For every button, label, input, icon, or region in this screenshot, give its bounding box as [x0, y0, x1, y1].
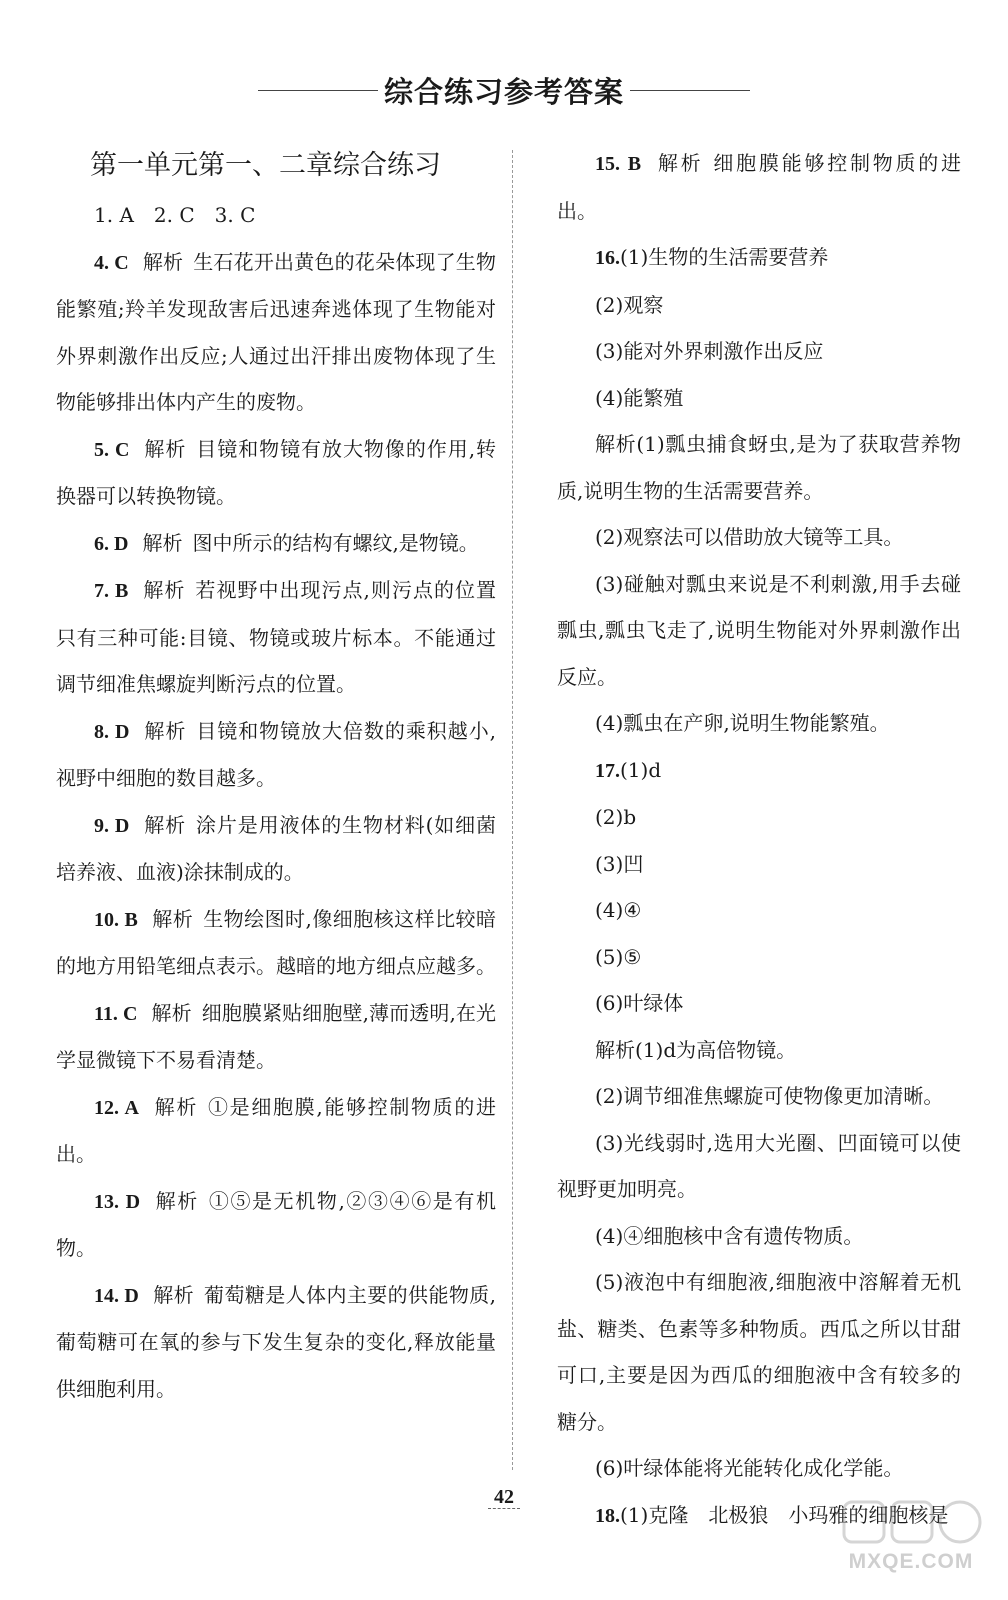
answer-item — [56, 1178, 496, 1272]
answer-item — [557, 1073, 961, 1120]
answer-text: 涂片是用液体的生物材料(如细菌培养液、血液)涂抹制成的。 — [56, 812, 496, 884]
page-number: 42 — [488, 1486, 520, 1509]
answer-text: ①⑤是无机物,②③④⑥是有机物。 — [56, 1188, 497, 1260]
watermark-logo-icon — [836, 1496, 986, 1552]
answer-text: (3)凹 — [595, 851, 644, 876]
answer-text: 生石花开出黄色的花朵体现了生物能繁殖;羚羊发现敌害后迅速奔逃体现了生物能对外界刺激作出反应;人通过出汗排出废物体现了生物能够排出体内产生的废物。 — [56, 249, 496, 414]
answer-text: (4)④ — [595, 898, 642, 922]
answer-item — [557, 375, 961, 422]
answer-text: (2)调节细准焦螺旋可使物像更加清晰。 — [595, 1084, 944, 1108]
analysis-tag: 解析 — [152, 1282, 195, 1307]
answer-item — [557, 887, 961, 934]
answer-item — [557, 841, 961, 888]
answer-text: (1)瓢虫捕食蚜虫,是为了获取营养物质,说明生物的生活需要营养。 — [557, 432, 962, 503]
answer-item — [557, 980, 961, 1027]
answer-text: (6)叶绿体 — [595, 991, 684, 1015]
answer-item — [557, 234, 961, 282]
answer-text: (4)④细胞核中含有遗传物质。 — [595, 1223, 864, 1248]
answer-text: (3)碰触对瓢虫来说是不利刺激,用手去碰瓢虫,瓢虫飞走了,说明生物能对外界刺激作出反应。 — [557, 571, 961, 689]
analysis-tag: 解析 — [595, 432, 637, 456]
answer-item — [56, 802, 496, 896]
answer-item — [557, 421, 961, 514]
right-column — [557, 140, 961, 1539]
header-rule-left — [258, 90, 378, 91]
answer-text: (1)生物的生活需要营养 — [620, 245, 829, 269]
answer-item — [56, 1084, 496, 1178]
right-answer-list — [557, 140, 961, 1539]
answer-number: 6. D — [94, 532, 129, 555]
answer-text: 细胞膜紧贴细胞壁,薄而透明,在光学显微镜下不易看清楚。 — [56, 1000, 497, 1072]
answer-item — [557, 794, 961, 841]
answer-item — [56, 239, 496, 426]
analysis-tag: 解析 — [151, 1000, 192, 1025]
header-rule-right — [630, 90, 750, 91]
analysis-tag: 解析 — [151, 906, 194, 931]
answer-item — [56, 567, 496, 708]
analysis-tag: 解析 — [142, 249, 184, 274]
answer-number: 11. C — [94, 1002, 138, 1025]
watermark-text: MXQE.COM — [848, 1550, 974, 1573]
answer-item — [56, 192, 496, 239]
answer-item — [557, 1445, 961, 1492]
answer-text: 若视野中出现污点,则污点的位置只有三种可能:目镜、物镜或玻片标本。不能通过调节细准焦螺旋判断污点的位置。 — [56, 578, 497, 696]
answer-item — [56, 990, 496, 1084]
answer-text: 生物绘图时,像细胞核这样比较暗的地方用铅笔细点表示。越暗的地方细点应越多。 — [56, 906, 497, 978]
answer-item — [557, 561, 961, 701]
answer-item — [557, 934, 961, 981]
answer-text: (5)⑤ — [595, 944, 642, 969]
watermark — [836, 1496, 986, 1574]
left-column — [56, 140, 496, 1412]
answer-item — [56, 1272, 496, 1413]
answer-text: (1)d — [620, 757, 662, 782]
answer-number: 5. C — [94, 438, 130, 461]
page-title: 综合练习参考答案 — [383, 75, 624, 109]
unit-title: 第一单元第一、二章综合练习 — [90, 150, 441, 181]
analysis-tag: 解析 — [142, 578, 186, 602]
answer-text: 葡萄糖是人体内主要的供能物质,葡萄糖可在氧的参与下发生复杂的变化,释放能量供细胞利用。 — [56, 1282, 496, 1401]
left-answer-list — [56, 192, 496, 1412]
analysis-tag: 解析 — [143, 812, 186, 837]
analysis-tag: 解析 — [154, 1188, 199, 1213]
column-divider — [512, 150, 513, 1470]
answer-number: 8. D — [94, 720, 130, 743]
answer-item — [56, 896, 496, 990]
answer-text: (4)能繁殖 — [595, 385, 684, 410]
answer-number: 15. B — [595, 153, 642, 175]
answer-number: 16. — [595, 247, 620, 269]
answer-number: 18. — [595, 1504, 620, 1527]
analysis-tag: 解析 — [655, 151, 704, 175]
answer-text: (6)叶绿体能将光能转化成化学能。 — [595, 1456, 904, 1480]
answer-item — [557, 747, 961, 795]
answer-number: 14. D — [94, 1284, 139, 1307]
answer-text: ①是细胞膜,能够控制物质的进出。 — [56, 1094, 497, 1166]
answer-text: (1)d为高倍物镜。 — [635, 1037, 797, 1062]
analysis-tag: 解析 — [153, 1094, 199, 1119]
answer-text: (4)瓢虫在产卵,说明生物能繁殖。 — [595, 711, 890, 735]
answer-text: (3)光线弱时,选用大光圈、凹面镜可以使视野更加明亮。 — [557, 1130, 961, 1201]
answer-item — [557, 1259, 961, 1445]
answer-item — [56, 708, 496, 802]
answer-item — [557, 140, 961, 234]
answer-text: (5)液泡中有细胞液,细胞液中溶解着无机盐、糖类、色素等多种物质。西瓜之所以甘甜可口,主要是因为西瓜的细胞液中含有较多的糖分。 — [557, 1270, 961, 1434]
answer-item — [557, 1213, 961, 1260]
analysis-tag: 解析 — [595, 1037, 635, 1062]
answer-text: 目镜和物镜放大倍数的乘积越小,视野中细胞的数目越多。 — [56, 718, 497, 790]
answer-text: 目镜和物镜有放大物像的作用,转换器可以转换物镜。 — [56, 436, 497, 508]
answer-item — [56, 520, 496, 568]
answer-item — [56, 426, 496, 520]
answer-number: 17. — [595, 759, 620, 782]
answer-number: 10. B — [94, 908, 138, 931]
answer-number: 4. C — [94, 251, 129, 274]
analysis-tag: 解析 — [142, 530, 183, 555]
analysis-tag: 解析 — [143, 436, 187, 461]
answer-item — [557, 700, 961, 747]
answer-item — [557, 1120, 961, 1213]
answer-text: (3)能对外界刺激作出反应 — [595, 339, 824, 363]
analysis-tag: 解析 — [143, 718, 187, 743]
answer-item — [557, 514, 961, 561]
answer-number: 9. D — [94, 814, 130, 837]
answer-number: 12. A — [94, 1096, 140, 1119]
answer-text: 1. A 2. C 3. C — [94, 203, 256, 227]
answer-number: 13. D — [94, 1190, 141, 1213]
answer-text: 图中所示的结构有螺纹,是物镜。 — [192, 530, 479, 555]
answer-item — [557, 328, 961, 375]
answer-text: (2)观察法可以借助放大镜等工具。 — [595, 525, 904, 549]
answer-number: 7. B — [94, 580, 129, 602]
answer-item — [557, 282, 961, 329]
answer-text: (2)观察 — [595, 292, 664, 317]
answer-item — [557, 1027, 961, 1074]
page-header — [0, 70, 1008, 111]
answer-text: (2)b — [595, 805, 637, 829]
answer-text: 细胞膜能够控制物质的进出。 — [557, 151, 962, 223]
answer-text: (1)克隆 北极狼 小玛雅的细胞核是 — [620, 1502, 949, 1527]
